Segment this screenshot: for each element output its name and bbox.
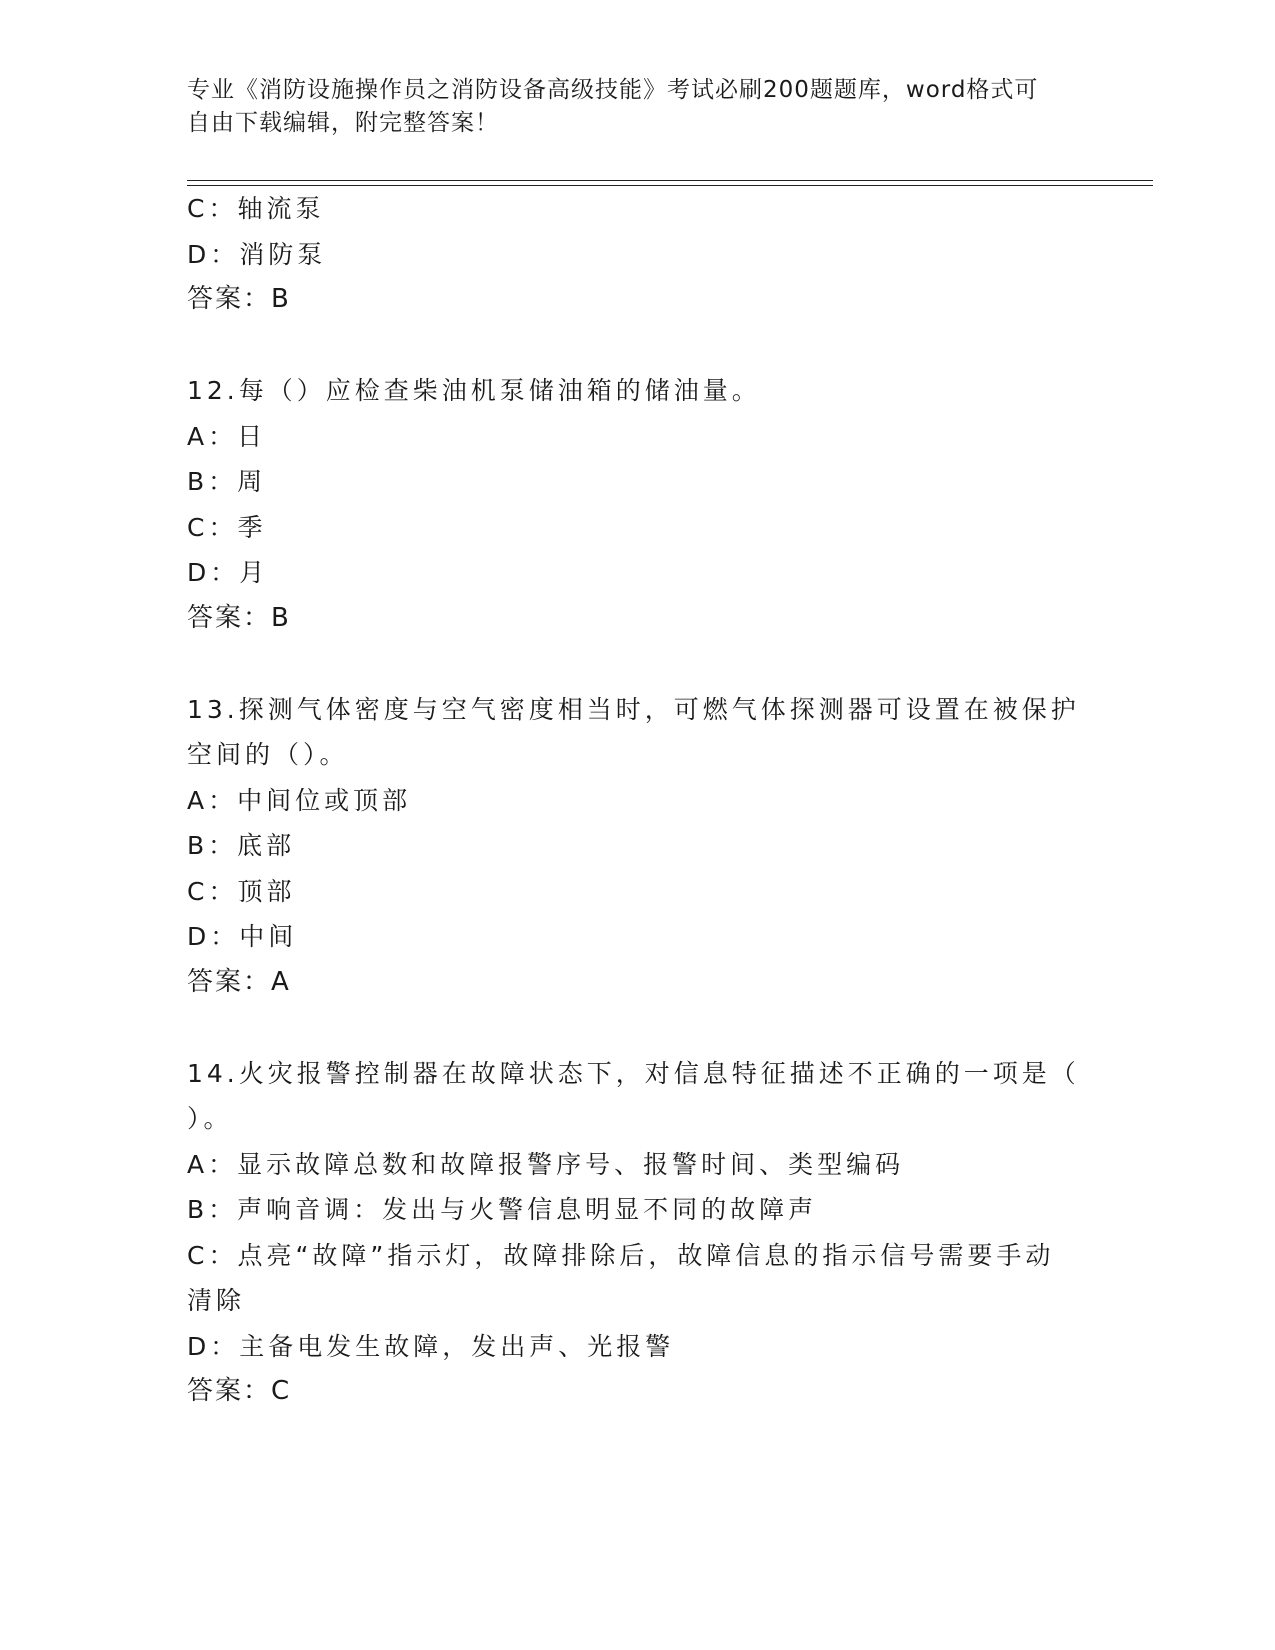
option-b: B：底部 [187,831,296,860]
option-c: C：季 [187,512,267,542]
option-a: A：显示故障总数和故障报警序号、报警时间、类型编码 [187,1149,905,1179]
question-12 [187,368,1087,641]
document-header [187,74,1067,140]
question-13 [187,687,1087,1006]
option-c: C：顶部 [187,876,296,906]
option-d: D：中间 [187,922,298,951]
question-stem: 13.探测气体密度与空气密度相当时，可燃气体探测器可设置在被保护 [187,694,1080,724]
option-c: C：点亮“故障”指示灯，故障排除后，故障信息的指示信号需要手动 [187,1240,1055,1270]
option-c-continued: 清除 [187,1286,246,1315]
question-stem-continued: ）。 [187,1104,233,1133]
question-stem: 12.每（）应检查柴油机泵储油箱的储油量。 [187,376,761,405]
header-line-1: 专业《消防设施操作员之消防设备高级技能》考试必刷200题题库，word格式可 [187,77,1039,103]
option-b: B：周 [187,467,267,496]
question-14 [187,1051,1087,1415]
question-stem: 14.火灾报警控制器在故障状态下，对信息特征描述不正确的一项是（ [187,1058,1080,1088]
option-c: C：轴流泵 [187,194,325,223]
header-divider-top [187,180,1153,181]
option-d: D：月 [187,558,269,587]
option-a: A：日 [187,421,267,451]
question-stem-continued: 空间的（）。 [187,740,349,769]
answer-line: 答案：B [187,602,291,633]
previous-question-tail [187,186,1087,323]
answer-line: 答案：C [187,1376,292,1406]
header-line-2: 自由下载编辑，附完整答案！ [187,110,499,136]
option-b: B：声响音调：发出与火警信息明显不同的故障声 [187,1195,818,1224]
answer-line: 答案：B [187,284,291,314]
question-list [187,186,1087,1415]
answer-line: 答案：A [187,966,291,997]
option-d: D：主备电发生故障，发出声、光报警 [187,1331,675,1361]
option-a: A：中间位或顶部 [187,785,412,815]
option-d: D：消防泵 [187,239,327,269]
